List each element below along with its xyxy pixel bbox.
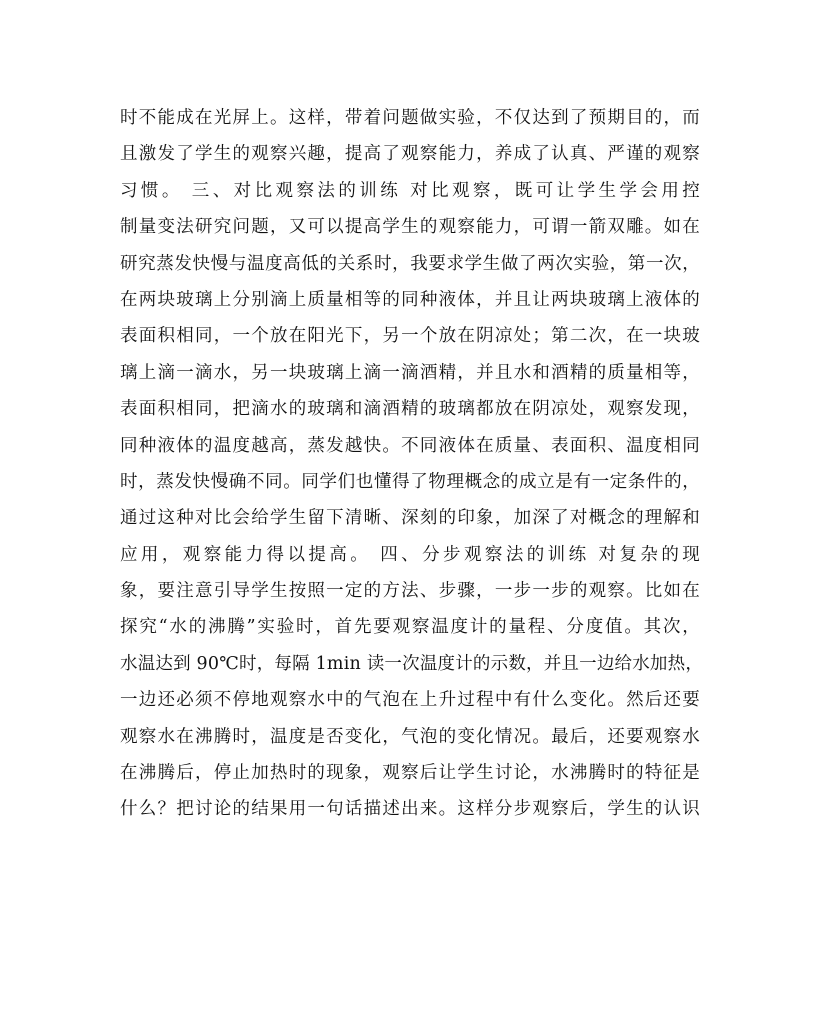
text-line: 璃上滴一滴水，另一块玻璃上滴一滴酒精，并且水和酒精的质量相等，: [120, 362, 700, 383]
text-line: 观察水在沸腾时，温度是否变化，气泡的变化情况。最后，还要观察水: [120, 726, 700, 747]
text-line: 时，蒸发快慢确不同。同学们也懂得了物理概念的成立是有一定条件的，: [120, 471, 700, 492]
text-line: 时不能成在光屏上。这样，带着问题做实验，不仅达到了预期目的，而: [120, 108, 700, 128]
text-line: 研究蒸发快慢与温度高低的关系时，我要求学生做了两次实验，第一次，: [120, 253, 700, 274]
text-line: 什么？把讨论的结果用一句话描述出来。这样分步观察后，学生的认识: [120, 799, 700, 820]
text-line: 一边还必须不停地观察水中的气泡在上升过程中有什么变化。然后还要: [120, 690, 700, 711]
text-line: 同种液体的温度越高，蒸发越快。不同液体在质量、表面积、温度相同: [120, 435, 700, 456]
text-line: 在两块玻璃上分别滴上质量相等的同种液体，并且让两块玻璃上液体的: [120, 289, 700, 310]
body-text: [120, 100, 704, 828]
text-line: 表面积相同，一个放在阳光下，另一个放在阴凉处；第二次，在一块玻: [120, 326, 700, 347]
text-line: 水温达到 90℃时，每隔 1min 读一次温度计的示数，并且一边给水加热，: [120, 653, 704, 674]
text-line: 探究“水的沸腾”实验时，首先要观察温度计的量程、分度值。其次，: [120, 617, 700, 638]
text-line: 习惯。 三、对比观察法的训练 对比观察，既可让学生学会用控: [120, 180, 700, 201]
text-line: 通过这种对比会给学生留下清晰、深刻的印象，加深了对概念的理解和: [120, 508, 700, 529]
text-line: 制量变法研究问题，又可以提高学生的观察能力，可谓一箭双雕。如在: [120, 217, 700, 238]
text-line: 在沸腾后，停止加热时的现象，观察后让学生讨论，水沸腾时的特征是: [120, 763, 700, 784]
text-line: 表面积相同，把滴水的玻璃和滴酒精的玻璃都放在阴凉处，观察发现，: [120, 399, 700, 420]
text-line: 象，要注意引导学生按照一定的方法、步骤，一步一步的观察。比如在: [120, 581, 700, 602]
text-line: 且激发了学生的观察兴趣，提高了观察能力，养成了认真、严谨的观察: [120, 144, 700, 165]
text-line: 应用，观察能力得以提高。 四、分步观察法的训练 对复杂的现: [120, 544, 700, 565]
